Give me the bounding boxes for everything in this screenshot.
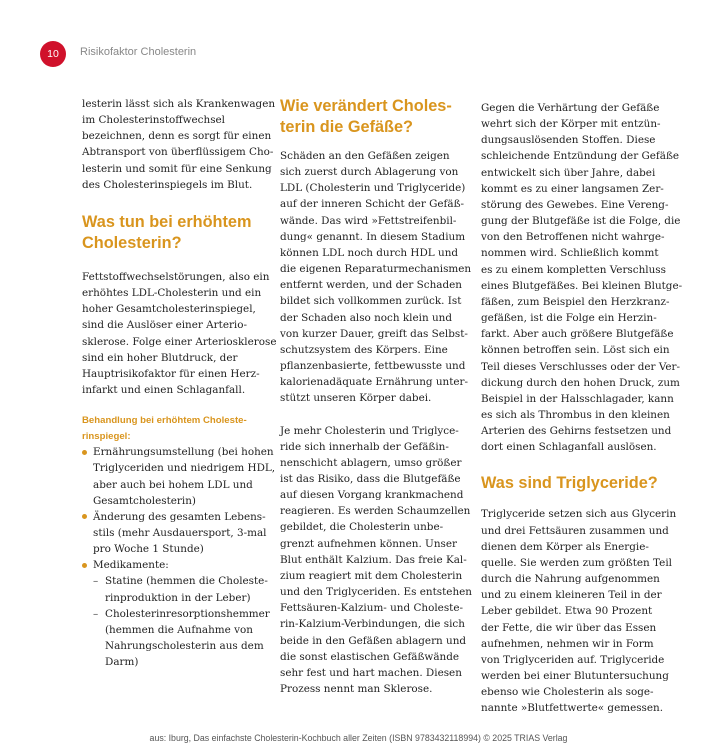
- list-item-text: [93, 557, 266, 573]
- text-line: wehrt sich der Körper mit entzün-: [481, 118, 661, 131]
- col2-paragraph-1: [280, 148, 472, 407]
- text-line: dickung durch den hohen Druck, zum: [481, 376, 680, 389]
- text-line: kalorienadäquate Ernährung unter-: [280, 376, 469, 389]
- text-line: Blut enthält Kalzium. Das freie Kal-: [280, 553, 467, 566]
- text-line: Je mehr Cholesterin und Triglyce-: [280, 424, 459, 437]
- column-2: [280, 96, 472, 697]
- col3-paragraph-2: [481, 506, 677, 716]
- text-line: lesterin lässt sich als Krankenwagen: [82, 98, 276, 110]
- heading-was-sind-triglyceride: [481, 473, 667, 494]
- bullet-icon: [82, 563, 87, 568]
- text-line: nenschicht ablagern, umso größer: [280, 456, 462, 469]
- text-line: aufnehmen, nehmen wir in Form: [481, 637, 654, 650]
- text-line: lesterin und somit für eine Senkung: [82, 162, 272, 175]
- text-line: Statine (hemmen die Choleste-: [105, 575, 268, 588]
- text-line: Behandlung bei erhöhtem Choleste-: [82, 415, 247, 427]
- text-line: quelle. Sie werden zum größten Teil: [481, 556, 672, 569]
- text-line: Was sind Triglyceride?: [481, 474, 658, 493]
- text-line: werden bei einer Blutuntersuchung: [481, 670, 669, 682]
- text-line: die sonst elastischen Gefäßwände: [280, 650, 460, 663]
- text-line: Triglyceride setzen sich aus Glycerin: [481, 508, 677, 521]
- text-line: Hauptrisikofaktor für einen Herz-: [82, 367, 260, 380]
- text-line: grenzt aufnehmen können. Unser: [280, 537, 457, 550]
- text-line: rinspiegel:: [82, 430, 131, 442]
- text-line: erhöhtes LDL-Cholesterin und ein: [82, 287, 262, 300]
- running-header: Risikofaktor Cholesterin: [80, 46, 197, 58]
- treatment-list: [82, 444, 276, 670]
- text-line: Prozess nennt man Sklerose.: [280, 683, 433, 695]
- text-line: dort einen Schlaganfall auslösen.: [481, 441, 657, 454]
- text-line: ebenso wie Cholesterin als soge-: [481, 686, 654, 699]
- text-line: hoher Gesamtcholesterinspiegel,: [82, 303, 256, 316]
- dash-icon: –: [93, 607, 99, 620]
- text-line: schleichende Entzündung der Gefäße: [481, 150, 680, 163]
- text-line: schutzsystem des Körpers. Eine: [280, 343, 448, 356]
- text-line: die eigenen Reparaturmechanismen: [280, 263, 472, 276]
- text-line: (hemmen die Aufnahme von: [105, 623, 253, 636]
- text-line: im Cholesterinstoffwechsel: [82, 114, 225, 127]
- text-line: Ernährungsumstellung (bei hohen: [93, 446, 274, 459]
- text-line: können betroffen sein. Löst sich ein: [481, 344, 670, 357]
- text-line: reagieren. Es werden Schaumzellen: [280, 505, 471, 518]
- text-line: sind die Auslöser einer Arterio-: [82, 319, 248, 332]
- text-line: bezeichnen, denn es sorgt für einen: [82, 130, 272, 143]
- text-line: und den Triglyceriden. Es entstehen: [280, 586, 472, 599]
- text-line: von kurzer Dauer, greift das Selbst-: [280, 327, 468, 340]
- text-line: entfernt werden, und der Schaden: [280, 279, 462, 292]
- column-1: [82, 96, 277, 670]
- text-line: entwickelt sich über Jahre, dabei: [481, 166, 656, 179]
- text-line: sich zuerst durch Ablagerung von: [280, 166, 459, 179]
- text-line: Cholesterin?: [82, 233, 182, 252]
- text-line: es sich als Thrombus in den kleinen: [481, 408, 670, 421]
- list-item: [82, 444, 276, 509]
- text-line: terin die Gefäße?: [280, 118, 413, 136]
- source-footer: aus: Iburg, Das einfachste Cholesterin-Kochbuch aller Zeiten (ISBN 9783432118994) © 2025 TRIAS Verlag: [149, 733, 568, 743]
- text-line: auf der inneren Schicht der Gefäß-: [280, 198, 465, 211]
- text-line: Abtransport von überflüssigem Cho-: [82, 146, 274, 159]
- text-line: beide in den Gefäßen ablagern und: [280, 634, 467, 647]
- text-line: Cholesterinresorptionshemmer: [105, 607, 270, 620]
- text-line: der Fette, die wir über das Essen: [481, 621, 657, 634]
- text-line: von den Betroffenen nicht wahrge-: [481, 231, 665, 244]
- list-item-text: [105, 573, 266, 605]
- text-line: Medikamente:: [93, 559, 169, 572]
- text-line: Nahrungscholesterin aus dem: [105, 640, 264, 653]
- text-line: Arterien des Gehirns festsetzen und: [481, 425, 672, 438]
- text-line: Darm): [105, 656, 139, 669]
- column-3: [481, 96, 683, 716]
- text-line: Wie verändert Choles-: [280, 97, 452, 115]
- text-line: Schäden an den Gefäßen zeigen: [280, 150, 450, 162]
- text-line: fäßen, zum Beispiel den Herzkranz-: [481, 295, 670, 308]
- heading-wie-veraendert: [280, 96, 458, 138]
- text-line: pro Woche 1 Stunde): [93, 543, 204, 556]
- list-item: [82, 509, 266, 557]
- text-line: durch die Nahrung aufgenommen: [481, 573, 660, 586]
- text-line: und drei Fettsäuren zusammen und: [481, 524, 669, 537]
- text-line: Fettstoffwechselstörungen, also ein: [82, 270, 270, 283]
- list-item: [82, 557, 270, 670]
- text-line: Leber gebildet. Etwa 90 Prozent: [481, 605, 653, 618]
- text-line: und zu einem kleineren Teil in der: [481, 589, 662, 602]
- list-item: [93, 573, 266, 605]
- text-line: nannte »Blutfettwerte« gemessen.: [481, 702, 664, 715]
- list-item: [93, 606, 270, 671]
- text-line: ist das Risiko, dass die Blutgefäße: [280, 472, 461, 485]
- heading-was-tun: [82, 212, 266, 254]
- text-line: bildet sich vollkommen zurück. Ist: [280, 295, 462, 308]
- list-item-text: [105, 606, 270, 671]
- text-line: sklerose. Folge einer Arteriosklerose: [82, 335, 277, 348]
- text-line: pflanzenbasierte, fettbewusste und: [280, 360, 466, 373]
- text-line: rinproduktion in der Leber): [105, 591, 251, 604]
- text-line: dung« genannt. In diesem Stadium: [280, 230, 466, 243]
- dash-icon: –: [93, 575, 99, 588]
- text-line: infarkt und einen Schlaganfall.: [82, 384, 246, 397]
- col2-paragraph-2: [280, 423, 472, 698]
- bullet-icon: [82, 514, 87, 519]
- text-line: nommen wird. Schließlich kommt: [481, 247, 659, 260]
- text-line: dungsauslösenden Stoffen. Diese: [481, 134, 656, 147]
- text-line: rin-Kalzium-Verbindungen, die sich: [280, 618, 465, 631]
- list-item-text: [93, 509, 266, 557]
- text-line: sehr fest und hart machen. Diesen: [280, 666, 462, 679]
- text-line: Änderung des gesamten Lebens-: [93, 510, 266, 523]
- text-line: Teil dieses Verschlusses oder der Ver-: [481, 360, 681, 373]
- col1-fett-paragraph: [82, 269, 277, 398]
- text-line: Was tun bei erhöhtem: [82, 212, 252, 231]
- text-line: stils (mehr Ausdauersport, 3-mal: [93, 526, 267, 539]
- page-number-badge: 10: [40, 41, 66, 67]
- text-line: ride sich innerhalb der Gefäßin-: [280, 440, 449, 453]
- text-line: Gesamtcholesterin): [93, 494, 196, 507]
- bullet-icon: [82, 450, 87, 455]
- text-line: können LDL noch durch HDL und: [280, 246, 459, 259]
- text-line: gefäßen, ist die Folge ein Herzin-: [481, 312, 657, 325]
- text-line: sind ein hoher Blutdruck, der: [82, 351, 238, 364]
- text-line: Fettsäuren-Kalzium- und Choleste-: [280, 602, 463, 615]
- text-line: der Schaden also noch klein und: [280, 311, 452, 324]
- heading-behandlung: [82, 413, 266, 444]
- text-line: von Triglyceriden auf. Triglyceride: [481, 653, 665, 666]
- text-line: kommt es zu einer langsamen Zer-: [481, 182, 664, 195]
- text-line: auf diesen Vorgang krankmachend: [280, 489, 464, 502]
- text-line: Beispiel in der Halsschlagader, kann: [481, 392, 674, 405]
- text-line: störung des Gewebes. Eine Vereng-: [481, 198, 669, 211]
- text-line: LDL (Cholesterin und Triglyceride): [280, 182, 466, 195]
- col1-intro-paragraph: [82, 96, 276, 193]
- text-line: gebildet, die Cholesterin unbe-: [280, 521, 444, 534]
- text-line: des Cholesterinspiegels im Blut.: [82, 178, 253, 191]
- text-line: stützt unseren Körper dabei.: [280, 392, 432, 405]
- text-line: dienen dem Körper als Energie-: [481, 540, 649, 553]
- medication-sublist: [93, 573, 270, 670]
- text-line: aber auch bei hohem LDL und: [93, 478, 253, 491]
- text-line: Triglyceriden und niedrigem HDL,: [93, 462, 276, 475]
- col3-paragraph-1: [481, 100, 683, 455]
- text-line: eines Blutgefäßes. Bei kleinen Blutge-: [481, 279, 683, 292]
- text-line: farkt. Aber auch größere Blutgefäße: [481, 328, 674, 341]
- text-line: zium reagiert mit dem Cholesterin: [280, 569, 463, 582]
- list-item-text: [93, 444, 276, 509]
- text-line: wände. Das wird »Fettstreifenbil-: [280, 214, 457, 227]
- text-line: Gegen die Verhärtung der Gefäße: [481, 102, 660, 114]
- text-line: es zu einem kompletten Verschluss: [481, 263, 666, 276]
- text-line: gung der Blutgefäße ist die Folge, die: [481, 215, 681, 228]
